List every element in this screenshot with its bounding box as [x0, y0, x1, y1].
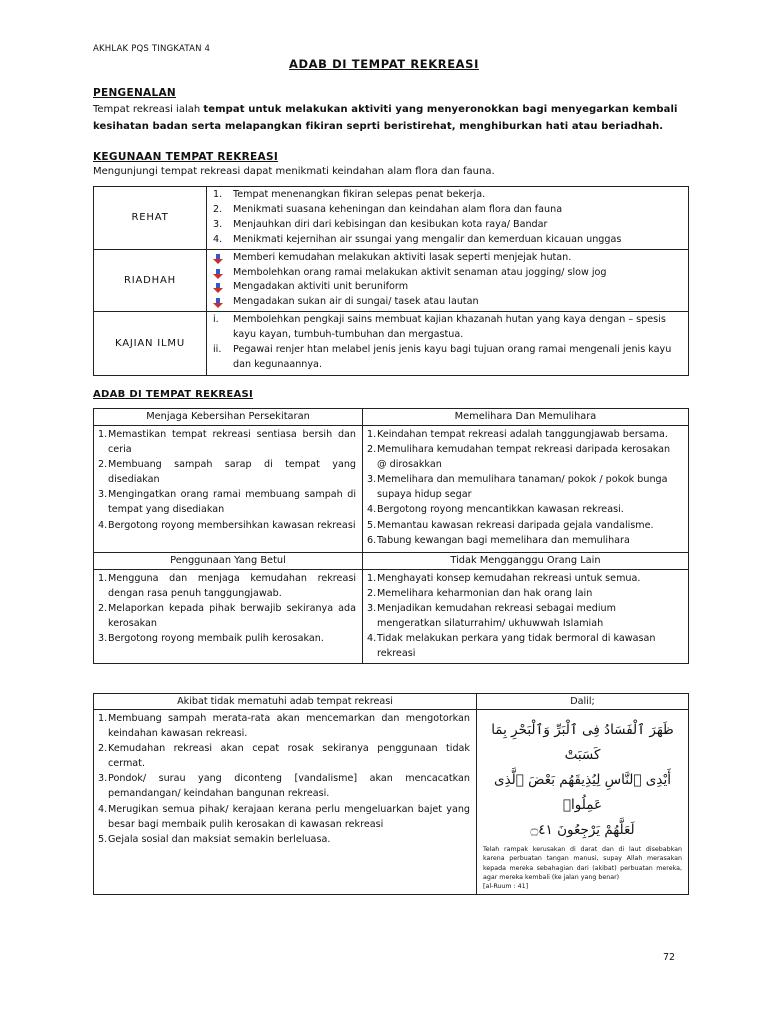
page-title: ADAB DI TEMPAT REKREASI: [289, 57, 479, 71]
list-item: 3. Bergotong royong membaik pulih kerosakan.: [98, 633, 324, 645]
list-item: 6. Tabung kewangan bagi memelihara dan memulihara: [367, 534, 630, 546]
block-title-proper-use: Penggunaan Yang Betul: [94, 552, 363, 569]
table-row: [94, 312, 689, 376]
table-row: [94, 569, 689, 664]
purpose-table: [93, 186, 689, 376]
quran-verse: [477, 710, 688, 845]
purpose-lead: Mengunjungi tempat rekreasi dapat menikmati keindahan alam flora dan fauna.: [93, 166, 495, 177]
list-item: 1. Mengguna dan menjaga kemudahan rekreasi dengan rasa penuh tanggungjawab.: [98, 572, 356, 599]
list-item: 4. Merugikan semua pihak/ kerajaan kerana perlu mengeluarkan bajet yang besar bagi membaik pulih kerosakan di kawasan rekreasi: [98, 803, 470, 830]
intro-heading: PENGENALAN: [93, 87, 176, 99]
table-row: [94, 694, 689, 710]
row-label-rehat: REHAT: [94, 187, 207, 250]
table-row: [94, 409, 689, 426]
kajian-ilmu-list: [207, 312, 689, 376]
table-row: [94, 187, 689, 250]
dalil-title: Dalil;: [477, 694, 689, 710]
list-item: 2. Melaporkan kepada pihak berwajib sekiranya ada kerosakan: [98, 602, 356, 630]
list-item: Mengadakan sukan air di sungai/ tasek atau lautan: [207, 295, 688, 310]
block-title-preservation: Memelihara Dan Memulihara: [363, 409, 689, 426]
riadhah-list: [207, 249, 689, 312]
block-title-cleanliness: Menjaga Kebersihan Persekitaran: [94, 409, 363, 426]
preservation-list: [363, 426, 689, 553]
list-item: Mengadakan aktiviti unit beruniform: [207, 280, 688, 295]
arrow-down-bullet-icon: [213, 283, 223, 293]
consequences-table: [93, 693, 689, 895]
arrow-down-bullet-icon: [213, 269, 223, 279]
proper-use-list: [94, 569, 363, 664]
arrow-down-bullet-icon: [213, 298, 223, 308]
list-item: 2. Memelihara keharmonian dan hak orang lain: [367, 587, 593, 599]
block-title-no-disturb: Tidak Mengganggu Orang Lain: [363, 552, 689, 569]
list-item: Membolehkan orang ramai melakukan aktivit senaman atau jogging/ slow jog: [207, 266, 688, 281]
list-item: 3. Memelihara dan memulihara tanaman/ pokok / pokok bunga supaya hidup segar: [367, 474, 668, 501]
list-item: 3. Menjadikan kemudahan rekreasi sebagai medium mengeratkan silaturrahim/ ukhuwwah Islamiah: [367, 602, 616, 630]
dalil-cell: [477, 710, 689, 895]
row-label-kajian-ilmu: KAJIAN ILMU: [94, 312, 207, 376]
list-item: 1. Keindahan tempat rekreasi adalah tanggungjawab bersama.: [367, 429, 668, 440]
list-item: 4. Menikmati kejernihan air ssungai yang mengalir dan kemerduan kicauan unggas: [213, 233, 622, 245]
list-item: 5. Gejala sosial dan maksiat semakin berleluasa.: [98, 833, 331, 845]
list-item: 3. Menjauhkan diri dari kebisingan dan kesibukan kota raya/ Bandar: [213, 218, 548, 230]
list-item: 1. Memastikan tempat rekreasi sentiasa bersih dan ceria: [98, 429, 356, 456]
no-disturb-list: [363, 569, 689, 664]
verse-line: لَعَلَّهُمْ يَرْجِعُونَ ۝٤١: [530, 822, 635, 838]
list-item: 4. Bergotong royong membersihkan kawasan rekreasi: [98, 519, 356, 531]
etiquette-heading: ADAB DI TEMPAT REKREASI: [93, 389, 254, 400]
list-item: 3. Pondok/ surau yang diconteng [vandalisme] akan mencacatkan pemandangan/ keindahan bangunan rekreasi.: [98, 773, 470, 800]
table-row: [94, 426, 689, 553]
list-item: 2. Kemudahan rekreasi akan cepat rosak sekiranya penggunaan tidak cermat.: [98, 743, 470, 770]
arrow-down-bullet-icon: [213, 254, 223, 264]
verse-line: ظَهَرَ ٱلْفَسَادُ فِى ٱلْبَرِّ وَٱلْبَحْرِ بِمَا كَسَبَتْ: [491, 722, 674, 763]
list-item: Memberi kemudahan melakukan aktiviti lasak seperti menjejak hutan.: [207, 251, 688, 266]
verse-reference: [al-Ruum : 41]: [483, 883, 529, 891]
verse-line: أَيْدِى ٱلنَّاسِ لِيُذِيقَهُم بَعْضَ ٱلَّذِى عَمِلُوا۟: [494, 772, 671, 813]
list-item: 2. Membuang sampah sarap di tempat yang disediakan: [98, 459, 356, 486]
purpose-heading: KEGUNAAN TEMPAT REKREASI: [93, 151, 279, 163]
rehat-list: [207, 187, 689, 250]
etiquette-table: [93, 408, 689, 664]
verse-translation: Telah rampak kerusakan di darat dan di laut disebabkan karena perbuatan tangan manusi, supay Allah merasakan kepada mereka sebahagian dari (akibat) perbuatan mereka, agar mereka kembali (ke jalan yang benar) [al-Ruum : 41]: [483, 846, 682, 891]
consequences-title: Akibat tidak mematuhi adab tempat rekreasi: [94, 694, 477, 710]
list-item: 1. Tempat menenangkan fikiran selepas penat bekerja.: [213, 189, 486, 200]
intro-paragraph: Tempat rekreasi ialah tempat untuk melakukan aktiviti yang menyeronokkan bagi menyegarkan kembali kesihatan badan serta melapangkan fikiran seprti beristirehat, menghiburkan hati atau beriadhah.: [93, 104, 678, 132]
consequences-list: [94, 710, 477, 895]
list-item: ii. Pegawai renjer htan melabel jenis jenis kayu bagi tujuan orang ramai mengenali jenis kayu dan kegunaannya.: [213, 344, 672, 370]
page-number: 72: [663, 952, 676, 963]
list-item: 1. Membuang sampah merata-rata akan mencemarkan dan mengotorkan keindahan kawasan rekreasi.: [98, 713, 470, 740]
list-item: 4. Tidak melakukan perkara yang tidak bermoral di kawasan rekreasi: [367, 633, 656, 660]
list-item: 4. Bergotong royong mencantikkan kawasan rekreasi.: [367, 504, 624, 516]
table-row: [94, 552, 689, 569]
table-row: [94, 249, 689, 312]
list-item: 5. Memantau kawasan rekreasi daripada gejala vandalisme.: [367, 519, 654, 531]
list-item: 3. Mengingatkan orang ramai membuang sampah di tempat yang disediakan: [98, 489, 356, 516]
list-item: i. Membolehkan pengkaji sains membuat kajian khazanah hutan yang kaya dengan – spesis kayu kayan, tumbuh-tumbuhan dan mergastua.: [213, 314, 666, 341]
row-label-riadhah: RIADHAH: [94, 249, 207, 312]
list-item: 2. Menikmati suasana keheningan dan keindahan alam flora dan fauna: [213, 203, 563, 215]
list-item: 2. Memulihara kemudahan tempat rekreasi daripada kerosakan @ dirosakkan: [367, 444, 671, 471]
list-item: 1. Menghayati konsep kemudahan rekreasi untuk semua.: [367, 572, 641, 584]
course-header: AKHLAK PQS TINGKATAN 4: [93, 44, 211, 54]
table-row: [94, 710, 689, 895]
cleanliness-list: [94, 426, 363, 553]
